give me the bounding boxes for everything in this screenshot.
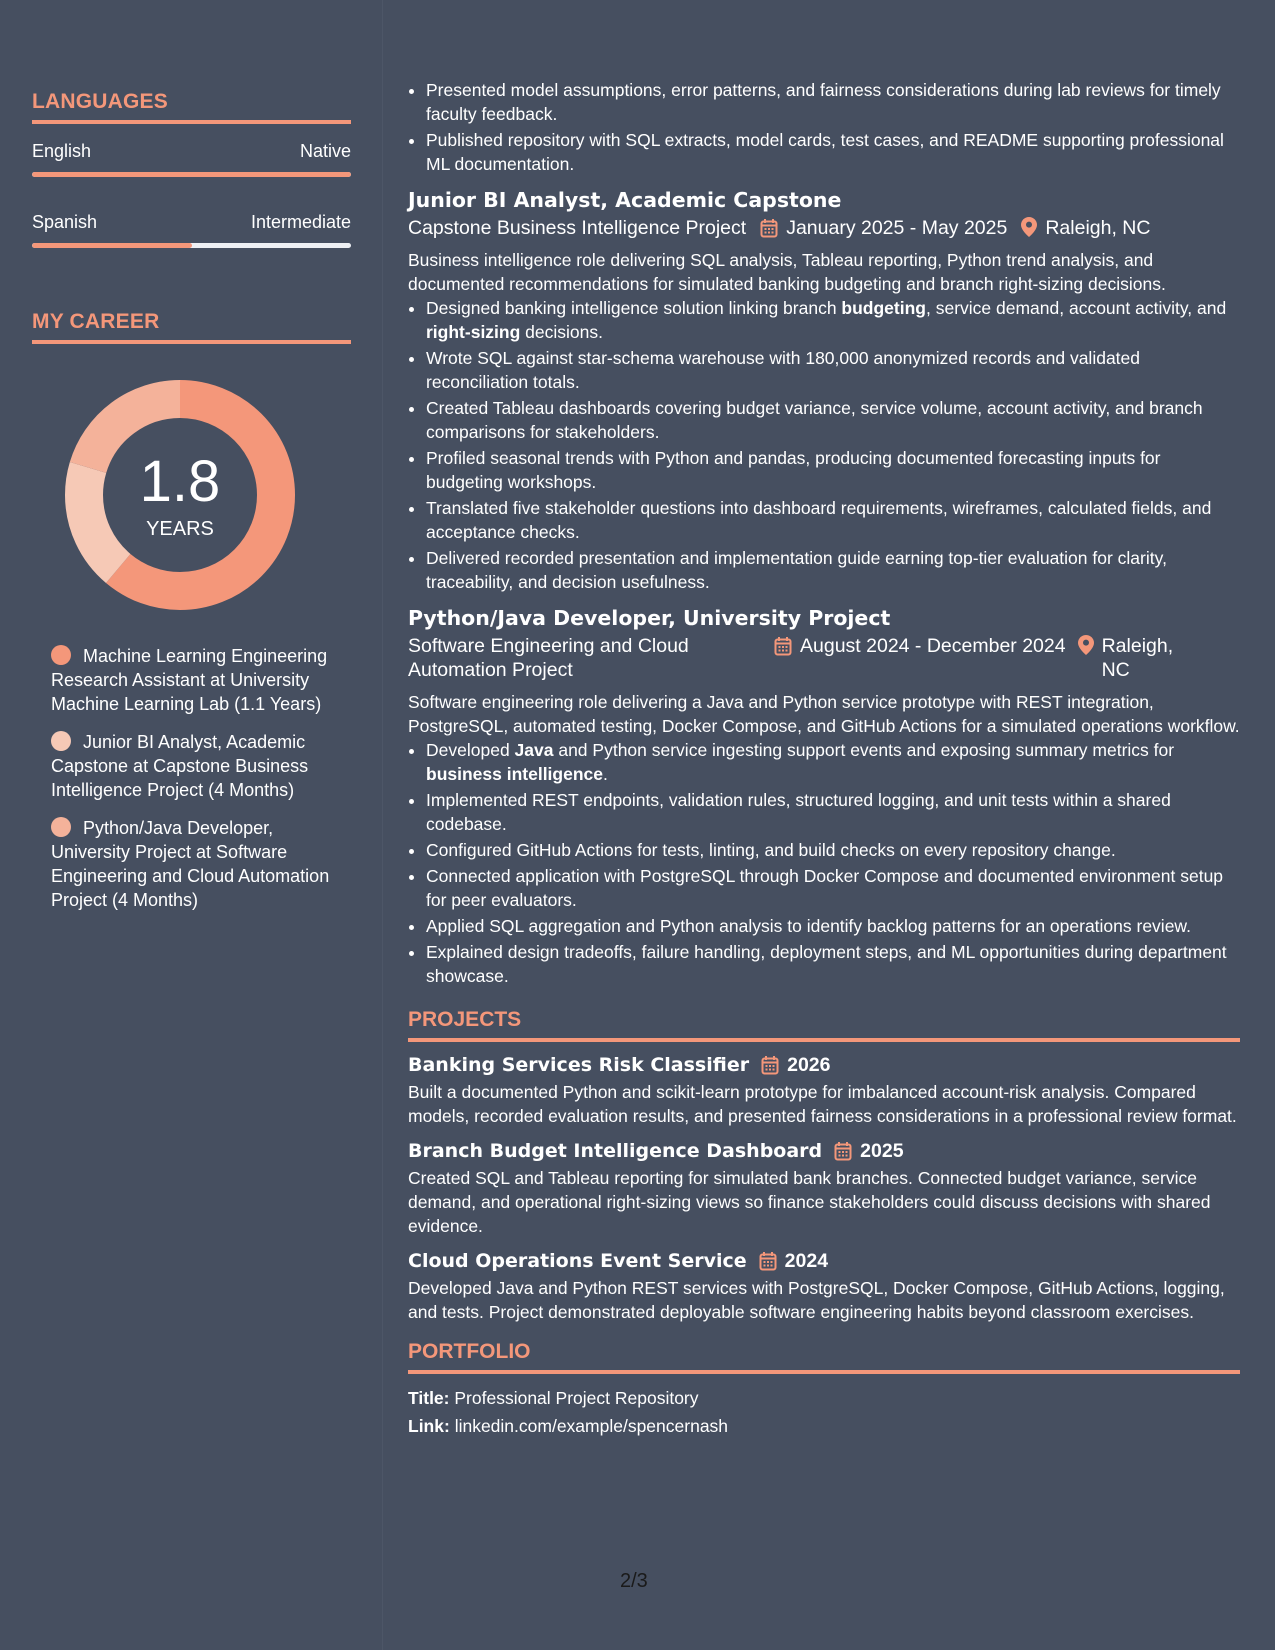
language-level: Native <box>299 141 351 161</box>
portfolio-link-label: Link: <box>408 1416 450 1436</box>
project-description: Built a documented Python and scikit-learn prototype for imbalanced account-risk analysis. Compared models, recorded evaluation results, and presented fairness considerations in a professional review format. <box>408 1082 1237 1126</box>
bullet-item: • Created Tableau dashboards covering budget variance, service volume, account activity, and branch comparisons for stakeholders. <box>426 396 1240 444</box>
calendar-icon <box>760 216 778 238</box>
career-legend-label: Machine Learning Engineering Research Assistant at University Machine Learning Lab (1.1 Years) <box>51 646 328 714</box>
job-organization: Capstone Business Intelligence Project <box>408 217 747 239</box>
prior-job-bullets <box>408 78 1240 176</box>
project-name: Cloud Operations Event Service <box>408 1250 747 1272</box>
job-bullets <box>408 296 1240 594</box>
location-pin-icon <box>1021 216 1037 237</box>
calendar-icon <box>834 1141 852 1161</box>
column-divider <box>382 0 383 1650</box>
project-name: Banking Services Risk Classifier <box>408 1054 750 1076</box>
project-item <box>408 1248 1240 1324</box>
career-legend-item <box>51 816 341 912</box>
sidebar <box>32 90 351 926</box>
job-meta <box>408 634 1240 682</box>
language-item <box>32 140 351 177</box>
job-bullets <box>408 738 1240 988</box>
bullet-item: • Published repository with SQL extracts, model cards, test cases, and README supporting professional ML documentation. <box>426 128 1240 176</box>
legend-dot-icon <box>51 731 71 751</box>
project-description: Developed Java and Python REST services with PostgreSQL, Docker Compose, GitHub Actions, logging, and tests. Project demonstrated deployable software engineering habits beyond classroom exercises. <box>408 1278 1225 1322</box>
job-entry <box>408 604 1240 988</box>
location-pin-icon <box>1078 634 1094 655</box>
bullet-item: • Developed Java and Python service ingesting support events and exposing summary metrics for business intelligence. <box>426 738 1240 786</box>
project-name: Branch Budget Intelligence Dashboard <box>408 1140 823 1162</box>
career-legend-label: Python/Java Developer, University Project at Software Engineering and Cloud Automation Project (4 Months) <box>51 818 330 910</box>
job-organization: Software Engineering and Cloud Automation Project <box>408 635 689 681</box>
bullet-item: • Explained design tradeoffs, failure handling, deployment steps, and ML opportunities during department showcase. <box>426 940 1240 988</box>
project-year: 2024 <box>784 1249 829 1272</box>
language-proficiency-fill <box>32 172 351 177</box>
language-proficiency-bar <box>32 243 351 248</box>
career-donut-chart <box>65 380 295 610</box>
job-entry <box>408 186 1240 594</box>
language-proficiency-fill <box>32 243 192 248</box>
career-section <box>32 310 351 912</box>
bullet-item: • Implemented REST endpoints, validation rules, structured logging, and unit tests within a shared codebase. <box>426 788 1240 836</box>
language-item <box>32 211 351 248</box>
job-location: Raleigh, NC <box>1045 217 1151 239</box>
bullet-item: • Translated five stakeholder questions into dashboard requirements, wireframes, calculated fields, and acceptance checks. <box>426 496 1240 544</box>
job-dates: August 2024 - December 2024 <box>800 635 1066 657</box>
portfolio-link-row <box>408 1412 1240 1440</box>
calendar-icon <box>759 1251 777 1271</box>
bullet-item: • Configured GitHub Actions for tests, linting, and build checks on every repository change. <box>426 838 1240 862</box>
languages-heading: LANGUAGES <box>32 90 351 124</box>
career-legend-item <box>51 730 341 802</box>
language-level: Intermediate <box>250 212 351 232</box>
bullet-item: • Profiled seasonal trends with Python and pandas, producing documented forecasting inputs for budgeting workshops. <box>426 446 1240 494</box>
career-legend-label: Junior BI Analyst, Academic Capstone at Capstone Business Intelligence Project (4 Months) <box>51 732 309 800</box>
career-total-value: 1.8 <box>139 449 221 514</box>
portfolio-title-label: Title: <box>408 1388 450 1408</box>
portfolio-title-row <box>408 1384 1240 1412</box>
legend-dot-icon <box>51 645 71 665</box>
job-summary: Software engineering role delivering a Java and Python service prototype with REST integration, PostgreSQL, automated testing, Docker Compose, and GitHub Actions for a simulated operations workflow. <box>408 692 1240 736</box>
language-name: Spanish <box>32 212 98 232</box>
project-year: 2025 <box>860 1139 904 1162</box>
career-heading: MY CAREER <box>32 310 351 344</box>
bullet-item: • Applied SQL aggregation and Python analysis to identify backlog patterns for an operations review. <box>426 914 1240 938</box>
page-number: 2/3 <box>620 1570 648 1592</box>
legend-dot-icon <box>51 817 71 837</box>
job-title: Junior BI Analyst, Academic Capstone <box>408 188 842 212</box>
calendar-icon <box>774 634 792 656</box>
bullet-item: • Connected application with PostgreSQL through Docker Compose and documented environment setup for peer evaluators. <box>426 864 1240 912</box>
career-legend-item <box>51 644 341 716</box>
job-meta <box>408 216 1240 240</box>
portfolio-heading: PORTFOLIO <box>408 1340 1240 1374</box>
calendar-icon <box>761 1055 779 1075</box>
job-dates: January 2025 - May 2025 <box>786 217 1008 239</box>
bullet-item: • Wrote SQL against star-schema warehouse with 180,000 anonymized records and validated reconciliation totals. <box>426 346 1240 394</box>
bullet-item: • Delivered recorded presentation and implementation guide earning top-tier evaluation for clarity, traceability, and decision usefulness. <box>426 546 1240 594</box>
portfolio-link[interactable]: linkedin.com/example/spencernash <box>454 1416 729 1436</box>
career-legend <box>51 644 341 912</box>
languages-section <box>32 90 351 248</box>
job-summary: Business intelligence role delivering SQL analysis, Tableau reporting, Python trend analysis, and documented recommendations for simulated banking budgeting and branch right-sizing decisions. <box>408 250 1166 294</box>
language-name: English <box>32 141 92 161</box>
projects-section <box>408 1008 1240 1324</box>
portfolio-title-value: Professional Project Repository <box>454 1388 699 1408</box>
portfolio-section <box>408 1340 1240 1440</box>
bullet-item: • Designed banking intelligence solution linking branch budgeting, service demand, account activity, and right-sizing decisions. <box>426 296 1240 344</box>
project-item <box>408 1138 1240 1238</box>
job-location: Raleigh, NC <box>1101 635 1174 681</box>
language-proficiency-bar <box>32 172 351 177</box>
main-content <box>408 78 1240 1440</box>
project-description: Created SQL and Tableau reporting for simulated bank branches. Connected budget variance, service demand, and operational right-sizing views so finance stakeholders could discuss decisions with shared evidence. <box>408 1168 1211 1236</box>
projects-heading: PROJECTS <box>408 1008 1240 1042</box>
bullet-item: • Presented model assumptions, error patterns, and fairness considerations during lab reviews for timely faculty feedback. <box>426 78 1240 126</box>
job-title: Python/Java Developer, University Project <box>408 606 891 630</box>
project-item <box>408 1052 1240 1128</box>
project-year: 2026 <box>787 1053 831 1076</box>
career-total-unit: YEARS <box>146 518 214 540</box>
